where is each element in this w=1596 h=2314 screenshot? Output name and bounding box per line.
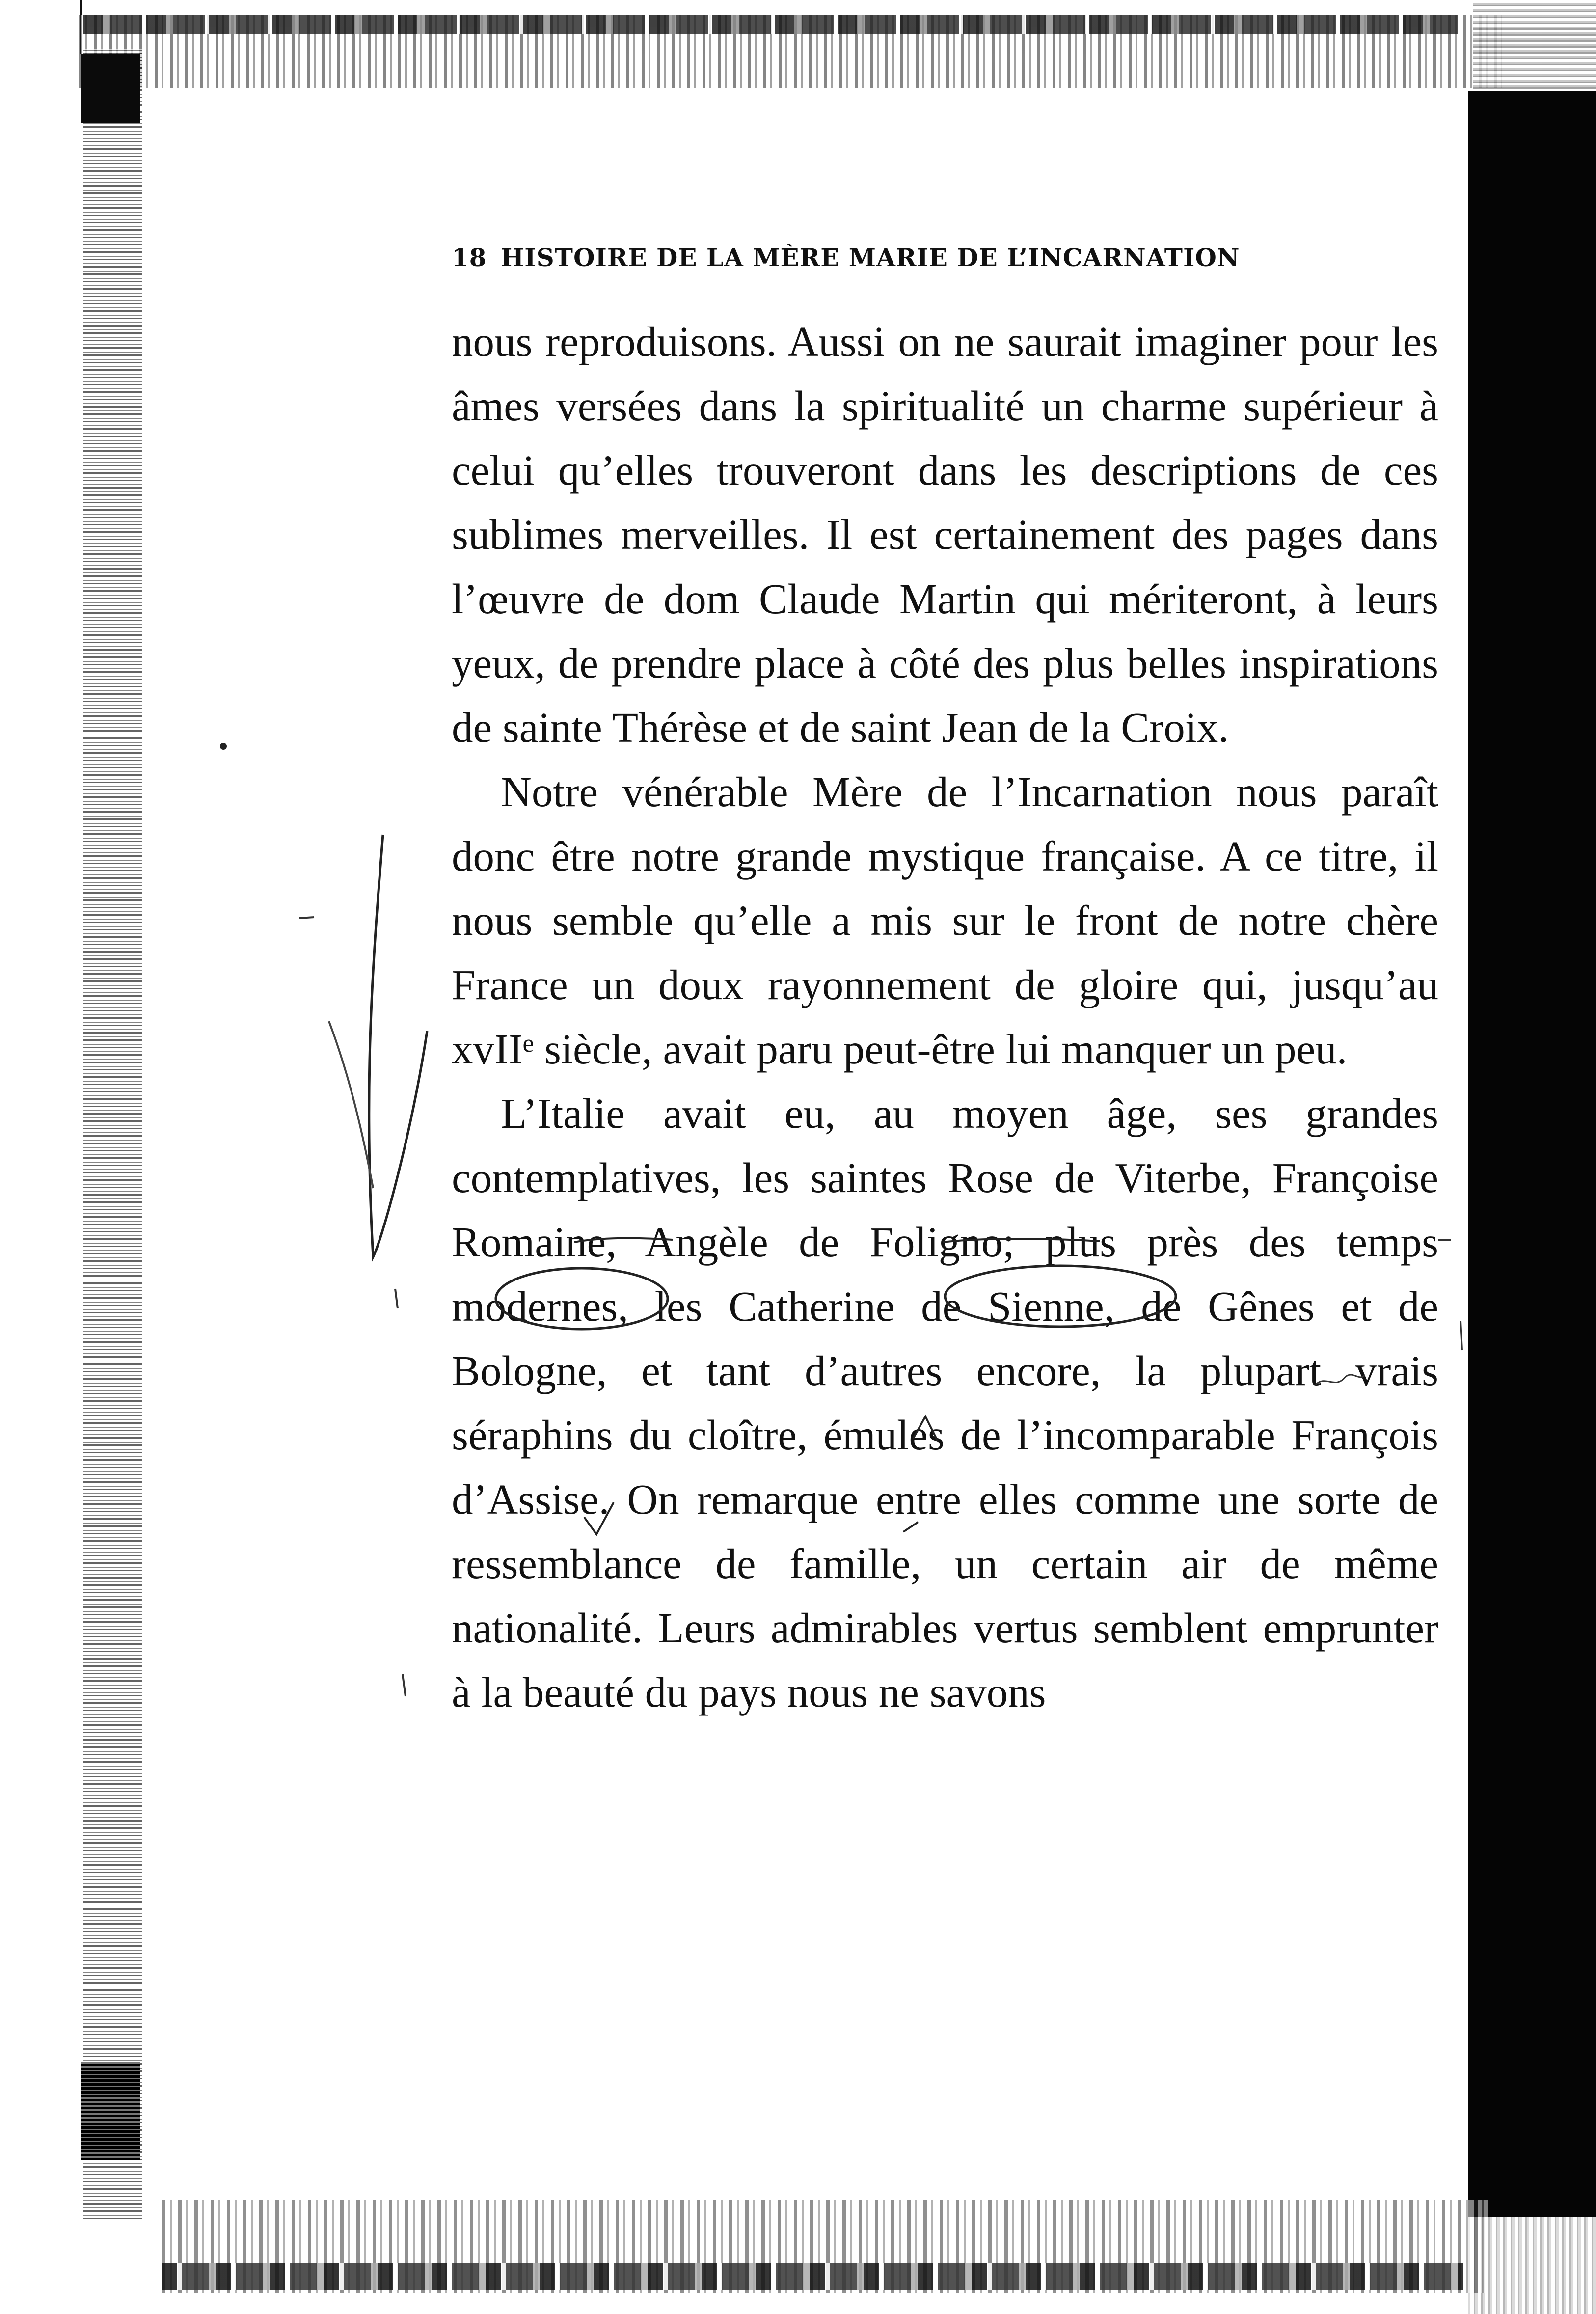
running-title: HISTOIRE DE LA MÈRE MARIE DE L’INCARNATION (501, 243, 1240, 272)
margin-tick-mark (395, 1289, 398, 1308)
paragraph-2: Notre vénérable Mère de l’Incarnation nous paraît donc être notre grande mystique française. A ce titre, il nous semble qu’elle a mis sur le front de notre chère France un doux rayonnement de gloire qui, jusqu’au xvIIᵉ siècle, avait paru peut-être lui manquer un peu. (452, 768, 1438, 1073)
scan-noise-right-top (1473, 0, 1596, 93)
running-head (452, 241, 1365, 275)
margin-bracket-mark (369, 835, 427, 1257)
scan-dark-block-bottom (81, 2062, 140, 2160)
paragraph-3: L’Italie avait eu, au moyen âge, ses grandes contemplatives, les saintes Rose de Viterbe, Françoise Romaine, Angèle de Foligno; plus près des temps modernes, les Catherine de Sienne, de Gênes et de Bologne, et tant d’autres encore, la plupart vrais séraphins du cloître, émules de l’incomparable François d’Assise. On remarque entre elles comme une sorte de ressemblance de famille, un certain air de même nationalité. Leurs admirables vertus semblent emprunter à la beauté du pays nous ne savons (452, 1089, 1438, 1716)
margin-dot-mark (220, 743, 227, 750)
margin-dash-mark (299, 917, 314, 918)
paragraph-1: nous reproduisons. Aussi on ne saurait imaginer pour les âmes versées dans la spiritualité un charme supérieur à celui qu’elles trouveront dans les descriptions de ces sublimes merveilles. Il est certainement des pages dans l’œuvre de dom Claude Martin qui mériteront, à leurs yeux, de prendre place à côté des plus belles inspirations de sainte Thérèse et de saint Jean de la Croix. (452, 318, 1438, 751)
margin-tick-mark (403, 1674, 406, 1696)
scan-noise-bottom-dark (162, 2263, 1463, 2290)
scan-dark-block-top (81, 54, 140, 123)
margin-slash-mark (329, 1021, 373, 1188)
page-number: 18 (452, 243, 487, 272)
scan-noise-left (83, 49, 142, 2219)
scan-dark-bar-right (1468, 91, 1596, 2217)
scan-noise-top-dark (83, 15, 1458, 34)
body-text (452, 309, 1438, 1724)
margin-tick-mark (1461, 1321, 1462, 1350)
